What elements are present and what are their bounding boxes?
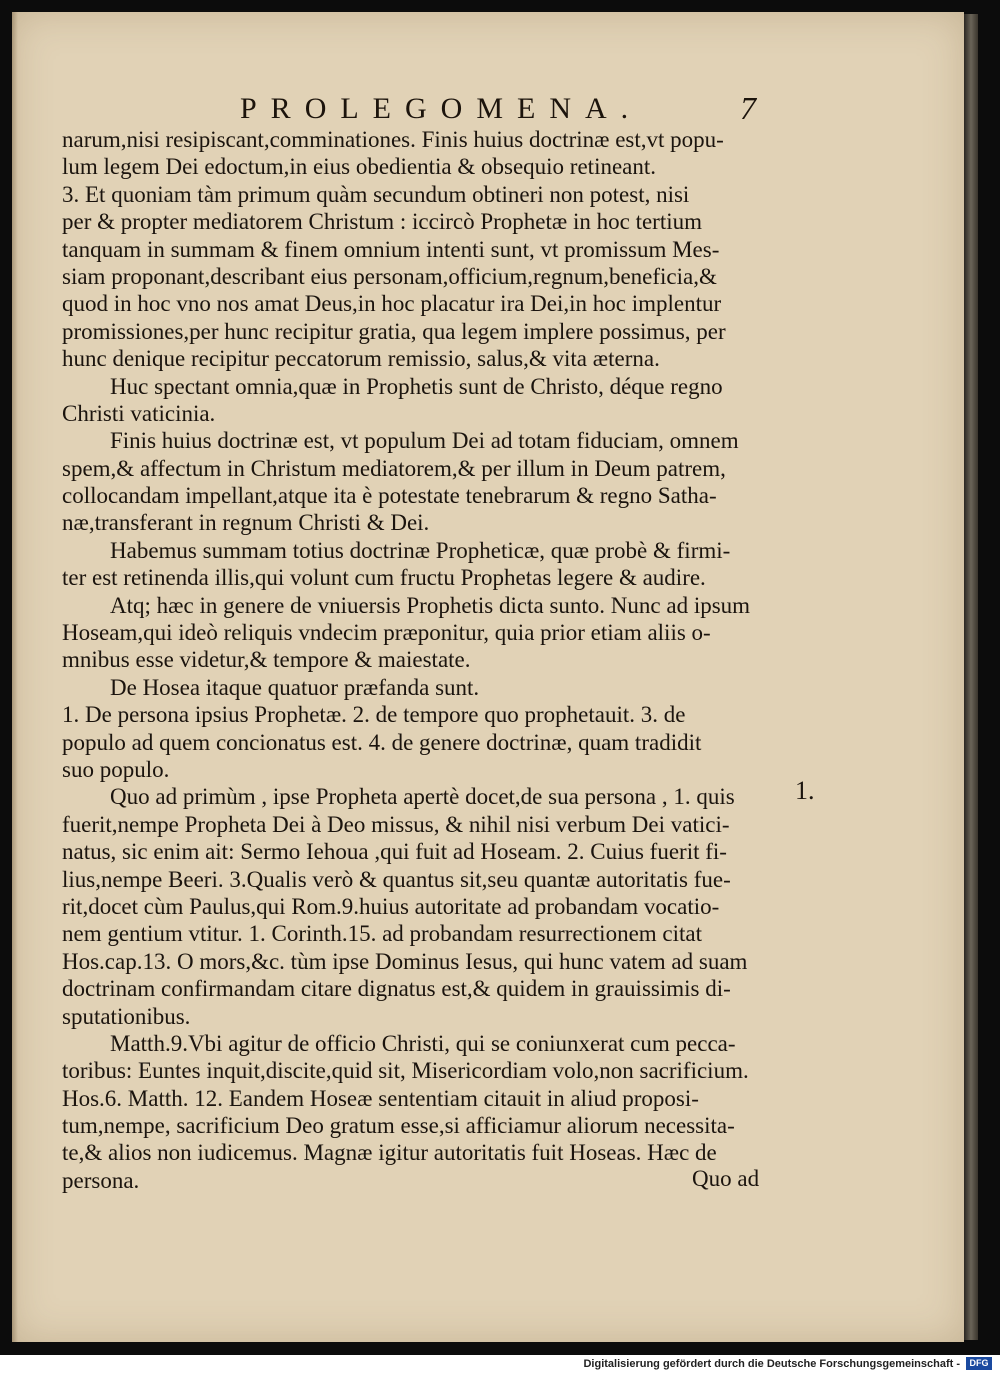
text-line: rit,docet cùm Paulus,qui Rom.9.huius autoritate ad probandam vocatio-	[62, 893, 720, 919]
text-line: De Hosea itaque quatuor præfanda sunt.	[110, 674, 480, 700]
text-line: Finis huius doctrinæ est, vt populum Dei ad totam fiduciam, omnem	[110, 428, 739, 454]
catchword: Quo ad	[692, 1166, 760, 1191]
text-line: tum,nempe, sacrificium Deo gratum esse,si afficiamur aliorum necessita-	[62, 1113, 735, 1139]
text-line: sputationibus.	[62, 1003, 191, 1029]
text-line: Habemus summam totius doctrinæ Propheticæ, quæ probè & firmi-	[110, 537, 731, 563]
text-line: 1. De persona ipsius Prophetæ. 2. de tempore quo prophetauit. 3. de	[62, 702, 686, 728]
text-line: spem,& affectum in Christum mediatorem,& per illum in Deum patrem,	[62, 455, 726, 481]
text-line: nem gentium vtitur. 1. Corinth.15. ad probandam resurrectionem citat	[62, 921, 703, 947]
text-line: Hos.cap.13. O mors,&c. tùm ipse Dominus Iesus, qui hunc vatem ad suam	[62, 948, 748, 974]
text-line: Huc spectant omnia,quæ in Prophetis sunt de Christo, déque regno	[110, 373, 723, 399]
text-line: Hoseam,qui ideò reliquis vndecim præponitur, quia prior etiam aliis o-	[62, 620, 711, 646]
text-line: tanquam in summam & finem omnium intenti sunt, vt promissum Mes-	[62, 236, 720, 262]
text-line: per & propter mediatorem Christum : iccircò Prophetæ in hoc tertium	[62, 209, 703, 235]
text-line: lum legem Dei edoctum,in eius obedientia & obsequio retineant.	[62, 154, 657, 180]
text-line: Atq; hæc in genere de vniuersis Prophetis dicta sunto. Nunc ad ipsum	[110, 592, 751, 618]
running-title: PROLEGOMENA.	[240, 92, 643, 125]
text-line: siam proponant,describant eius personam,officium,regnum,beneficia,&	[62, 263, 717, 289]
footer-credit: Digitalisierung gefördert durch die Deutsche Forschungsgemeinschaft -	[583, 1358, 960, 1370]
text-line: collocandam impellant,atque ita è potestate tenebrarum & regno Satha-	[62, 483, 717, 509]
text-line: Matth.9.Vbi agitur de officio Christi, qui se coniunxerat cum pecca-	[110, 1030, 736, 1056]
text-line: mnibus esse videtur,& tempore & maiestate.	[62, 647, 471, 673]
text-line: fuerit,nempe Propheta Dei à Deo missus, & nihil nisi verbum Dei vatici-	[62, 811, 730, 837]
body-text	[62, 126, 767, 1194]
text-line: natus, sic enim ait: Sermo Iehoua ,qui fuit ad Hoseam. 2. Cuius fuerit fi-	[62, 839, 727, 865]
page-edge	[964, 14, 978, 1340]
text-line: 3. Et quoniam tàm primum quàm secundum obtineri non potest, nisi	[62, 181, 690, 207]
text-line: te,& alios non iudicemus. Magnæ igitur autoritatis fuit Hoseas. Hæc de	[62, 1140, 717, 1166]
text-line: populo ad quem concionatus est. 4. de genere doctrinæ, quam tradidit	[62, 729, 702, 755]
gutter-shadow	[12, 12, 18, 1342]
text-line: narum,nisi resipiscant,comminationes. Finis huius doctrinæ est,vt popu-	[62, 127, 724, 152]
margin-note: 1.	[795, 776, 815, 805]
text-line: ter est retinenda illis,qui volunt cum fructu Prophetas legere & audire.	[62, 565, 706, 591]
text-line: næ,transferant in regnum Christi & Dei.	[62, 510, 430, 536]
text-line: doctrinam confirmandam citare dignatus est,& quidem in grauissimis di-	[62, 976, 731, 1002]
dfg-logo: DFG	[966, 1357, 992, 1370]
text-line: toribus: Euntes inquit,discite,quid sit, Misericordiam volo,non sacrificium.	[62, 1058, 749, 1084]
text-line: hunc denique recipitur peccatorum remissio, salus,& vita æterna.	[62, 346, 660, 372]
text-line: persona.	[62, 1167, 140, 1193]
text-line: lius,nempe Beeri. 3.Qualis verò & quantus sit,seu quantæ autoritatis fue-	[62, 866, 731, 892]
text-line: quod in hoc vno nos amat Deus,in hoc placatur ira Dei,in hoc implentur	[62, 291, 722, 317]
text-line: Christi vaticinia.	[62, 400, 216, 426]
text-line: Quo ad primùm , ipse Propheta apertè docet,de sua persona , 1. quis	[110, 784, 735, 810]
text-line: promissiones,per hunc recipitur gratia, qua legem implere possimus, per	[62, 318, 726, 344]
text-line: Hos.6. Matth. 12. Eandem Hoseæ sententiam citauit in aliud proposi-	[62, 1085, 699, 1111]
page-number: 7	[740, 90, 756, 126]
text-line: suo populo.	[62, 756, 170, 782]
